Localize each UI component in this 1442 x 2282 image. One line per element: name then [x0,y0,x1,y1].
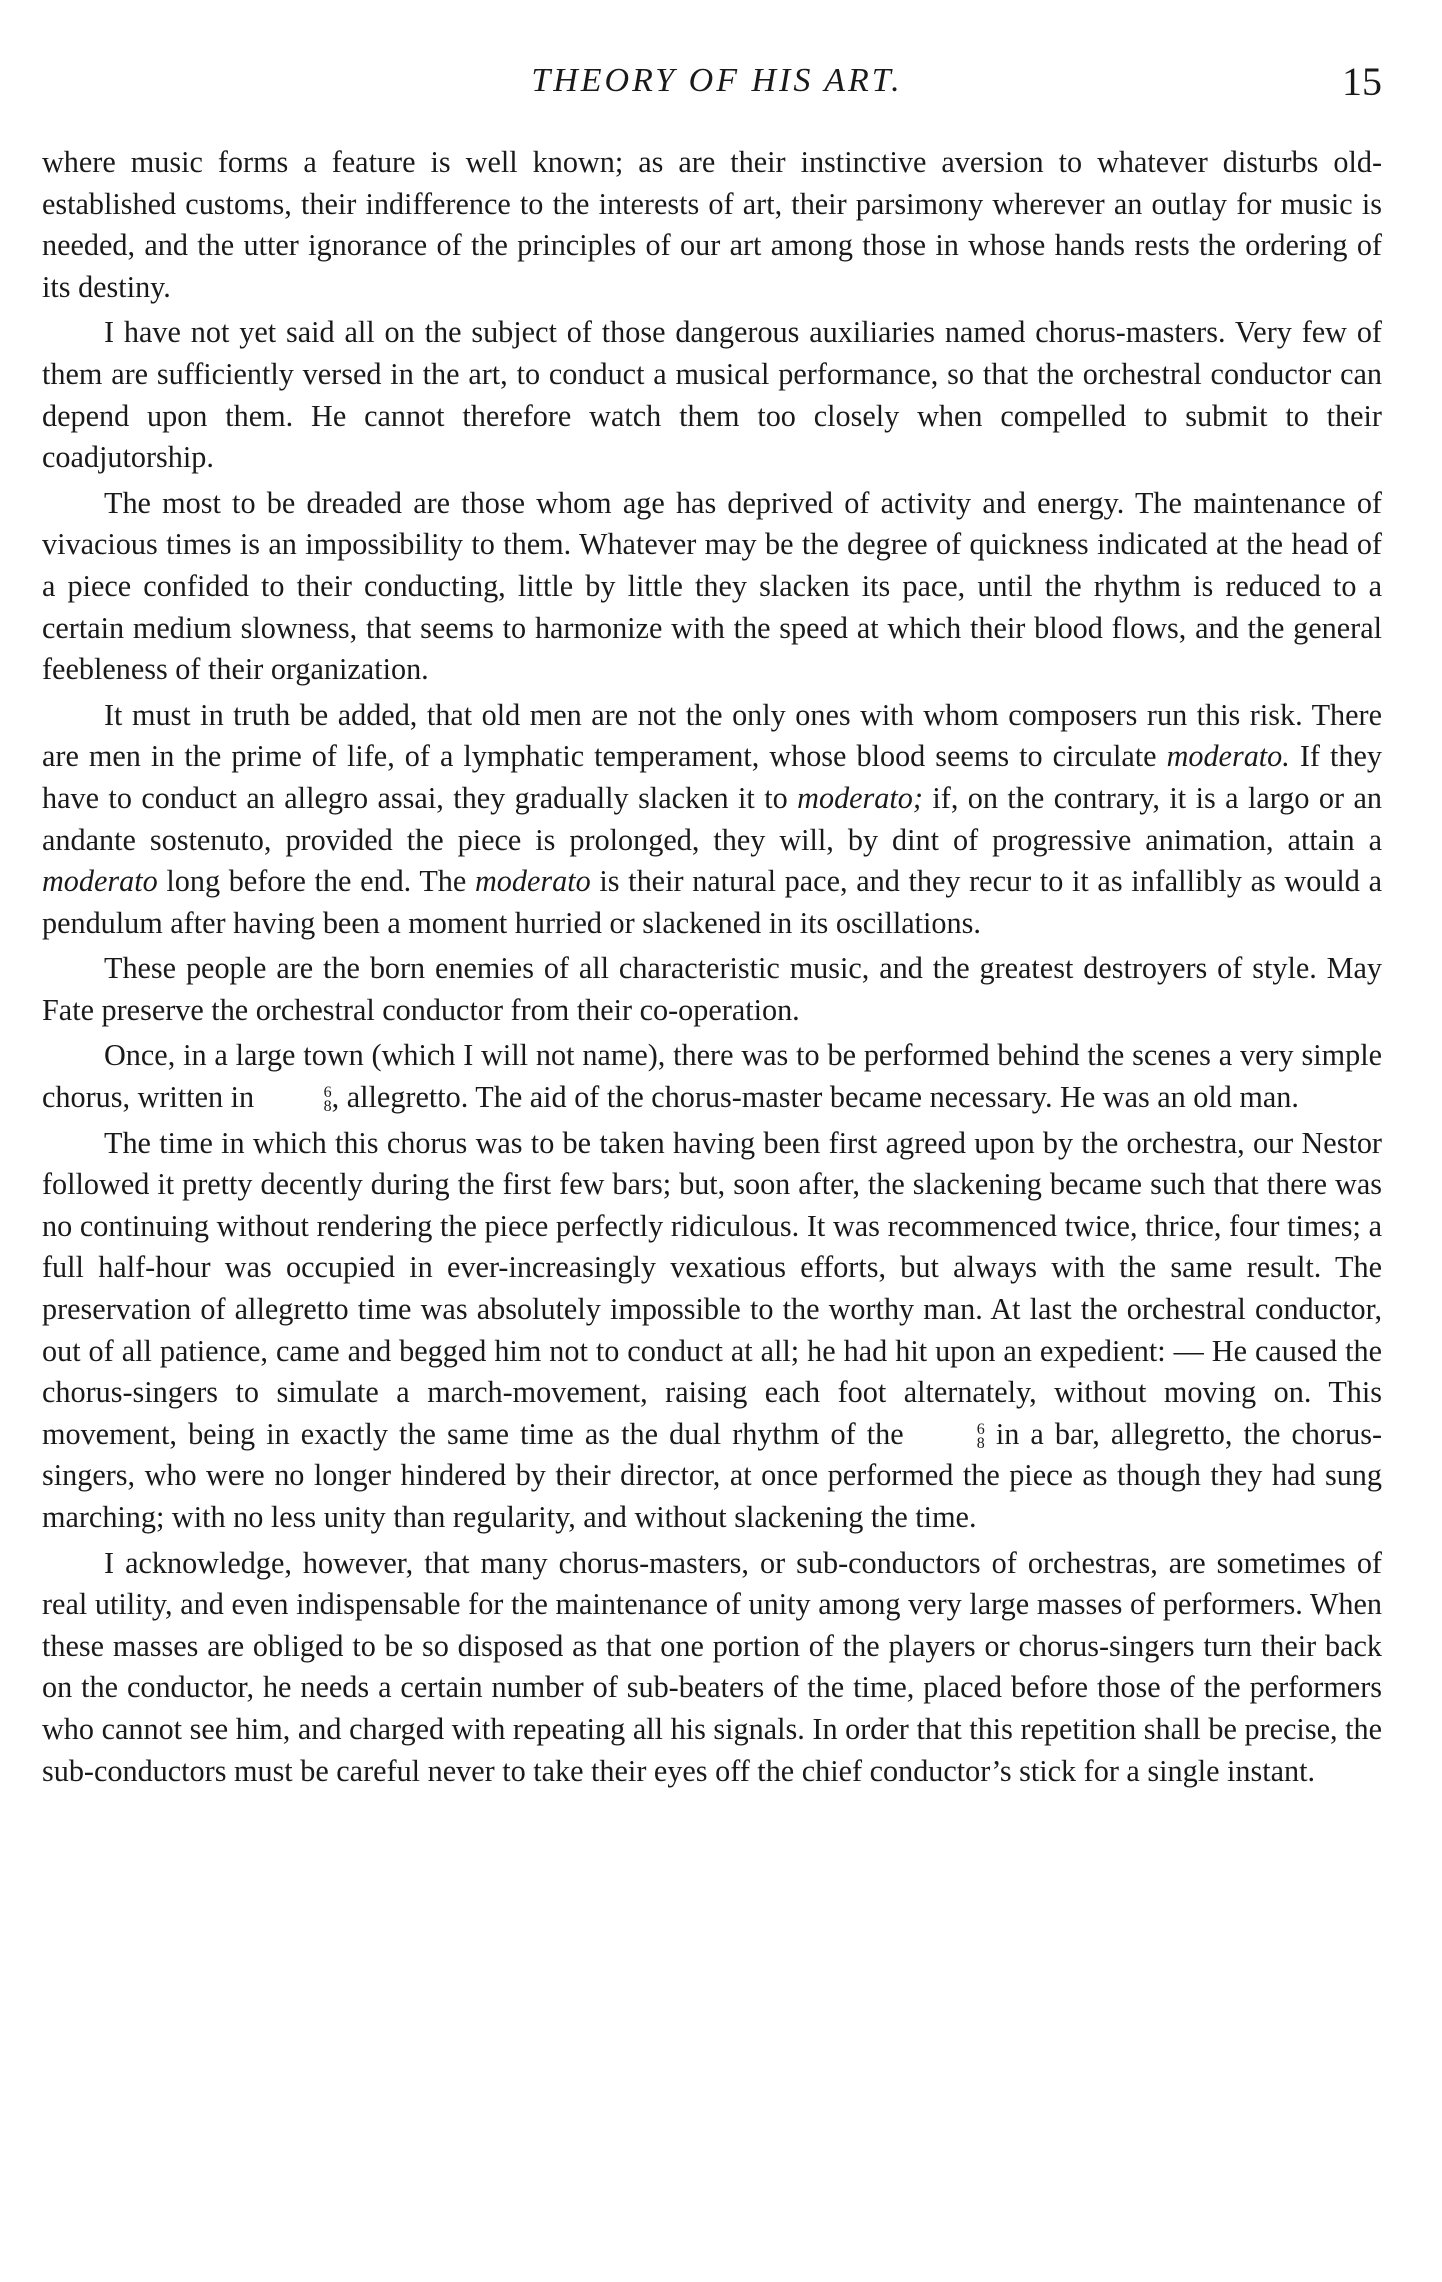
frac-numerator: 6 [323,1084,332,1102]
body-text [42,142,1382,1792]
p4-text-d: long before the end. The [157,864,475,899]
frac2-numerator: 6 [976,1420,985,1438]
time-signature-fraction-2 [915,1420,985,1452]
p4-italic-2: moderato; [797,780,923,815]
paragraph-3: The most to be dreaded are those whom age has deprived of activity and energy. The maintenance of vivacious times is an impossibility to them. Whatever may be the degree of quickness indicated at the head of a piece confided to their conducting, little by little they slacken its pace, until the rhythm is reduced to a certain medium slowness, that seems to harmonize with the speed at which their blood flows, and the general feebleness of their organization. [42,485,1382,687]
paragraph-5: These people are the born enemies of all characteristic music, and the greatest destroyers of style. May Fate preserve the orchestral conductor from their co-operation. [42,951,1382,1027]
p4-italic-4: moderato [474,864,591,899]
frac2-denominator: 8 [976,1434,985,1452]
p4-text-b: If they have to conduct an allegro assai, they gradually slacken it to [42,739,1382,815]
p4-italic-3: moderato [42,864,158,899]
p7-text-a: The time in which this chorus was to be taken having been first agreed upon by the orchestra, our Nestor followed it pretty decently during the first few bars; but, soon after, the slackening became such that there was no continuing without rendering the piece perfectly ridiculous. It was recommenced twice, thrice, four times; a full half-hour was occupied in ever-increasingly vexatious efforts, but always with the same result. The preservation of allegretto time was absolutely impossible to the worthy man. At last the orchestral conductor, out of all patience, came and begged him not to conduct at all; he had hit upon an expedient: — He caused the chorus-singers to simulate a march-movement, raising each foot alternately, without moving on. This movement, being in exactly the same time as the dual rhythm of the [42,1125,1382,1451]
paragraph-6 [42,1035,1382,1118]
running-head [42,58,1392,108]
p4-italic-1: moderato. [1166,739,1290,774]
p4-text-a: It must in truth be added, that old men are not the only ones with whom composers run this risk. There are men in the prime of life, of a lymphatic temperament, whose blood seems to circulate [42,697,1382,774]
p6-text-a: Once, in a large town (which I will not name), there was to be performed behind the scenes a very simple chorus, written in [42,1038,1382,1115]
paragraph-1: where music forms a feature is well known; as are their instinctive aversion to whatever disturbs old-established customs, their indifference to the interests of art, their parsimony wherever an outlay for music is needed, and the utter ignorance of the principles of our art among those in whose hands rests the ordering of its destiny. [42,145,1382,304]
book-page [42,0,1392,2282]
paragraph-7 [42,1123,1382,1539]
p7-text-b: in a bar, allegretto, the chorus-singers, who were no longer hindered by their director, at once performed the piece as though they had sung marching; with no less unity than regularity, and without slackening the time. [42,1416,1382,1534]
frac-denominator: 8 [323,1098,332,1116]
p4-text-c: if, on the contrary, it is a largo or an andante sostenuto, provided the piece is prolonged, they will, by dint of progressive animation, attain a [42,780,1382,857]
time-signature-fraction [262,1086,332,1114]
running-title: THEORY OF HIS ART. [531,62,903,99]
page-number: 15 [1342,59,1382,104]
p6-text-b: , allegretto. The aid of the chorus-master became necessary. He was an old man. [331,1080,1299,1115]
paragraph-2: I have not yet said all on the subject of those dangerous auxiliaries named chorus-masters. Very few of them are sufficiently versed in the art, to conduct a musical performance, so that the orchestral conductor can depend upon them. He cannot therefore watch them too closely when compelled to submit to their coadjutorship. [42,315,1382,475]
paragraph-8: I acknowledge, however, that many chorus-masters, or sub-conductors of orchestras, are sometimes of real utility, and even indispensable for the maintenance of unity among very large masses of performers. When these masses are obliged to be so disposed as that one portion of the players or chorus-singers turn their back on the conductor, he needs a certain number of sub-beaters of the time, placed before those of the performers who cannot see him, and charged with repeating all his signals. In order that this repetition shall be precise, the sub-conductors must be careful never to take their eyes off the chief conductor’s stick for a single instant. [42,1545,1382,1788]
paragraph-4 [42,695,1382,945]
p4-text-e: is their natural pace, and they recur to it as infallibly as would a pendulum after having been a moment hurried or slackened in its oscillations. [42,864,1382,940]
